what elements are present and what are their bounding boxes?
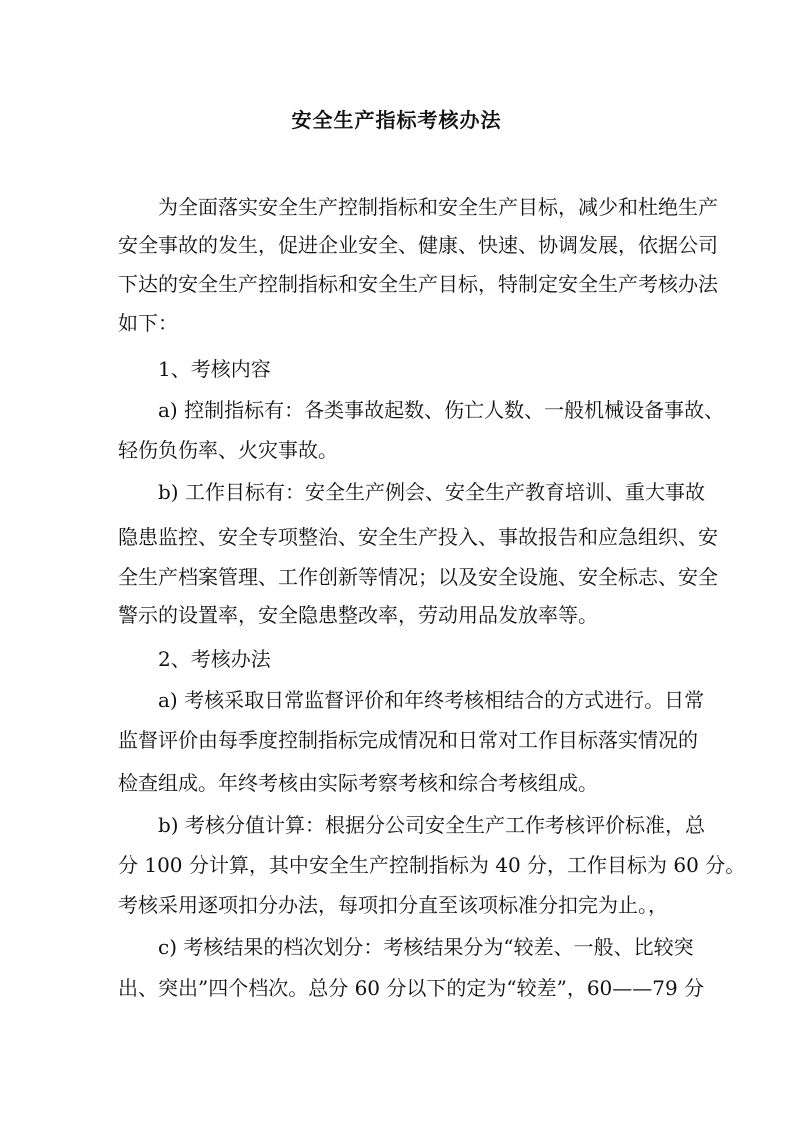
paragraph-line: 考核采用逐项扣分办法，每项扣分直至该项标准分扣完为止。， xyxy=(118,893,668,917)
paragraph-line: a) 控制指标有：各类事故起数、伤亡人数、一般机械设备事故、 xyxy=(158,398,725,422)
paragraph-line: 如下： xyxy=(118,311,178,335)
paragraph-line: 警示的设置率，安全隐患整改率，劳动用品发放率等。 xyxy=(118,603,598,627)
paragraph-line: 轻伤负伤率、火灾事故。 xyxy=(118,438,338,462)
paragraph-line: a) 考核采取日常监督评价和年终考核相结合的方式进行。日常 xyxy=(158,688,705,712)
section-heading: 1、考核内容 xyxy=(158,357,271,381)
paragraph-line: c) 考核结果的档次划分：考核结果分为“较差、一般、比较突 xyxy=(158,935,694,959)
paragraph-line: 隐患监控、安全专项整治、安全生产投入、事故报告和应急组织、安 xyxy=(118,525,718,549)
paragraph-line: 出、突出”四个档次。总分 60 分以下的定为“较差”，60——79 分 xyxy=(118,976,705,1000)
paragraph-line: 检查组成。年终考核由实际考察考核和综合考核组成。 xyxy=(118,771,598,795)
paragraph-line: b) 工作目标有：安全生产例会、安全生产教育培训、重大事故 xyxy=(158,480,705,504)
paragraph-line: 监督评价由每季度控制指标完成情况和日常对工作目标落实情况的 xyxy=(118,728,698,752)
paragraph-line: 分 100 分计算，其中安全生产控制指标为 40 分，工作目标为 60 分。 xyxy=(118,853,746,877)
document-title: 安全生产指标考核办法 xyxy=(291,108,502,132)
paragraph-line: 全生产档案管理、工作创新等情况；以及安全设施、安全标志、安全 xyxy=(118,565,718,589)
paragraph-line: 为全面落实安全生产控制指标和安全生产目标，减少和杜绝生产 xyxy=(158,195,718,219)
section-heading: 2、考核办法 xyxy=(158,647,271,671)
paragraph-line: 下达的安全生产控制指标和安全生产目标，特制定安全生产考核办法 xyxy=(118,272,718,296)
paragraph-line: b) 考核分值计算：根据分公司安全生产工作考核评价标准，总 xyxy=(158,813,705,837)
paragraph-line: 安全事故的发生，促进企业安全、健康、快速、协调发展，依据公司 xyxy=(118,233,718,257)
